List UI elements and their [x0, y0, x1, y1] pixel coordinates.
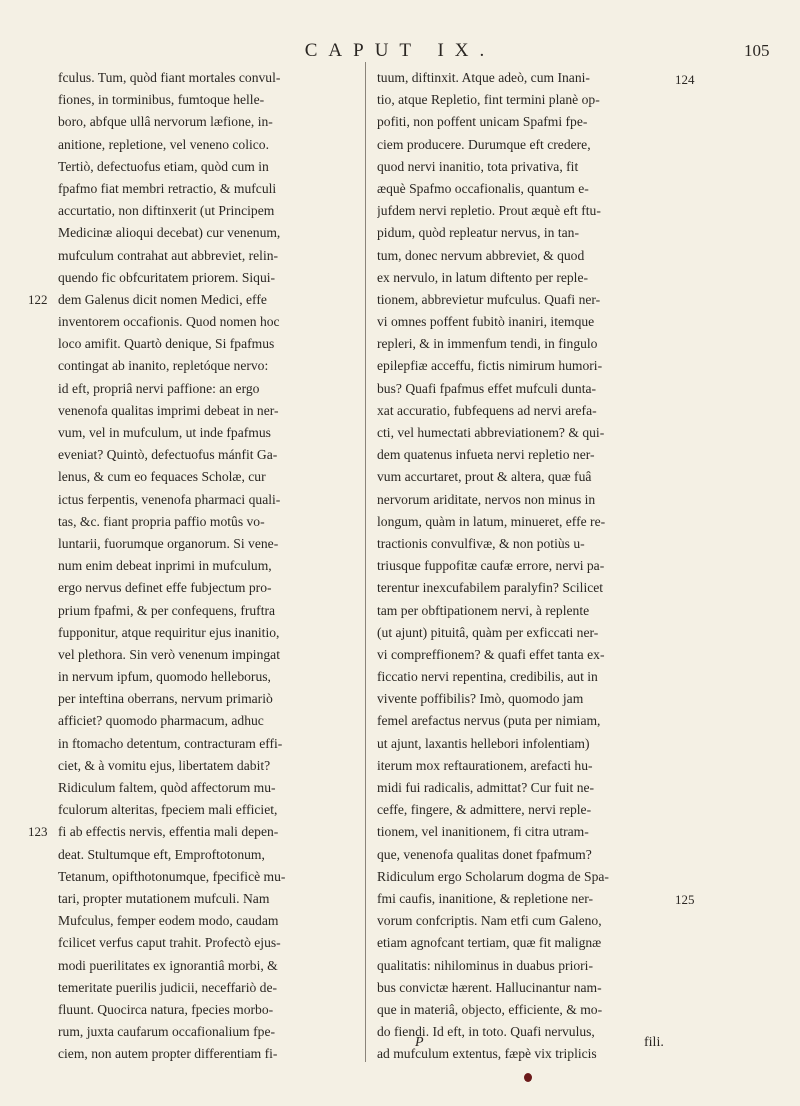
- text-line: in nervum ipfum, quomodo helleborus,: [58, 669, 271, 685]
- text-line: per inteftina oberrans, nervum primariò: [58, 691, 273, 707]
- text-line: ceffe, fingere, & admittere, nervi reple-: [377, 802, 592, 818]
- text-line: fculorum alteritas, fpeciem mali efficiet,: [58, 802, 278, 818]
- text-line: vum accurtaret, prout & altera, quæ fuâ: [377, 469, 592, 485]
- text-line: tari, propter mutationem mufculi. Nam: [58, 890, 270, 906]
- text-line: repleri, & in immenfum tendi, in fingulo: [377, 336, 598, 352]
- text-line: quendo fic obfcuritatem priorem. Siqui-: [58, 269, 276, 285]
- text-line: que in materiâ, objecto, efficiente, & mo-: [377, 1001, 603, 1017]
- text-line: rum, juxta caufarum occafionalium fpe-: [58, 1024, 276, 1040]
- text-line: luntarii, fuorumque organorum. Si vene-: [58, 535, 279, 551]
- text-line: tio, atque Repletio, fint termini planè op-: [377, 92, 600, 108]
- text-line: bus convictæ hærent. Hallucinantur nam-: [377, 979, 602, 995]
- text-line: tam per obftipationem nervi, à replente: [377, 602, 590, 618]
- text-line: pofiti, non poffent unicam Spafmi fpe-: [377, 114, 588, 130]
- running-title: CAPUT IX.: [304, 40, 496, 61]
- text-line: (ut ajunt) pituitâ, quàm per exficcati ner-: [377, 624, 599, 640]
- text-line: id eft, propriâ nervi paffione: an ergo: [58, 380, 260, 396]
- text-line: Ridiculum faltem, quòd affectorum mu-: [58, 780, 276, 795]
- margin-number: 122: [28, 292, 48, 307]
- text-line: cti, vel humectati abbreviationem? & qui-: [377, 425, 605, 440]
- text-line: lenus, & cum eo fequaces Scholæ, cur: [58, 469, 266, 485]
- text-line: fpafmo fiat membri retractio, & mufculi: [58, 180, 277, 196]
- text-line: ut ajunt, laxantis hellebori infolentiam): [377, 735, 590, 751]
- text-line: contingat ab inanito, repletóque nervo:: [58, 358, 269, 374]
- text-line: Tertiò, defectuofus etiam, quòd cum in: [58, 158, 269, 174]
- text-line: femel arefactus nervus (puta per nimiam,: [377, 713, 601, 729]
- text-line: dem Galenus dicit nomen Medici, effe: [58, 291, 267, 307]
- text-line: epilepfiæ acceffu, fictis nimirum humori-: [377, 358, 603, 374]
- text-line: tas, &c. fiant propria paffio motûs vo-: [58, 513, 265, 529]
- text-line: triusque fuppofitæ caufæ errore, nervi pa-: [377, 558, 605, 574]
- text-line: Medicinæ alioqui decebat) cur venenum,: [58, 225, 281, 241]
- catchword: fili.: [644, 1035, 664, 1050]
- text-line: pidum, quòd repleatur nervus, in tan-: [377, 225, 579, 241]
- page-number: 105: [744, 41, 770, 60]
- text-line: deat. Stultumque eft, Emproftotonum,: [58, 846, 265, 862]
- text-line: Tetanum, opifthotonumque, fpecificè mu-: [58, 868, 286, 884]
- text-line: midi fui radicalis, admittat? Cur fuit ne-: [377, 780, 595, 795]
- ink-stain: [524, 1073, 532, 1082]
- text-line: tractionis convulfivæ, & non potiùs u-: [377, 535, 585, 551]
- text-line: in ftomacho detentum, contracturam effi-: [58, 735, 283, 751]
- text-line: boro, abfque ullâ nervorum læfione, in-: [58, 114, 273, 130]
- text-line: do fiendi. Id eft, in toto. Quafi nervulus,: [377, 1024, 595, 1040]
- text-line: jufdem nervi repletio. Prout æquè eft ftu-: [377, 203, 601, 219]
- text-line: fmi caufis, inanitione, & repletione ner-: [377, 890, 594, 906]
- text-line: vum, vel in mufculum, ut inde fpafmus: [58, 425, 271, 440]
- text-line: vorum confcriptis. Nam etfi cum Galeno,: [377, 913, 602, 929]
- text-line: ficcatio nervi repentina, credibilis, aut in: [377, 669, 598, 685]
- text-line: dem quatenus infueta nervi repletio ner-: [377, 447, 595, 463]
- text-line: tionem, vel inanitionem, fi citra utram-: [377, 824, 589, 840]
- text-line: fi ab effectis nervis, effentia mali depen-: [58, 824, 279, 840]
- text-line: etiam agnofcant tertiam, quæ fit malignæ: [377, 935, 602, 951]
- text-line: quod nervi inanitio, tota privativa, fit: [377, 158, 579, 174]
- text-line: tionem, abbrevietur mufculus. Quafi ner-: [377, 291, 601, 307]
- text-line: iterum mox reftaurationem, arefacti hu-: [377, 757, 593, 773]
- text-line: venenofa qualitas imprimi debeat in ner-: [58, 402, 279, 418]
- text-line: bus? Quafi fpafmus effet mufculi dunta-: [377, 380, 597, 396]
- text-line: Mufculus, femper eodem modo, caudam: [58, 913, 279, 929]
- text-line: ictus ferpentis, venenofa pharmaci quali-: [58, 491, 281, 507]
- text-line: ad mufculum extentus, fæpè vix triplicis: [377, 1046, 597, 1062]
- text-line: prium fpafmi, & per confequens, fruftra: [58, 602, 276, 618]
- text-line: fupponitur, atque requiritur ejus inanitio,: [58, 624, 280, 640]
- text-line: afficiet? quomodo pharmacum, adhuc: [58, 713, 264, 729]
- text-line: ciet, & à vomitu ejus, libertatem dabit?: [58, 757, 271, 773]
- text-line: ciem, non autem propter differentiam fi-: [58, 1046, 278, 1062]
- left-column: [58, 67, 354, 1065]
- text-line: fiones, in torminibus, fumtoque helle-: [58, 92, 265, 108]
- text-line: modi puerilitates ex ignorantiâ morbi, &: [58, 957, 278, 973]
- text-line: accurtatio, non diftinxerit (ut Principem: [58, 203, 275, 219]
- text-line: anitione, repletione, vel veneno colico.: [58, 136, 270, 152]
- text-line: ciem producere. Durumque eft credere,: [377, 136, 591, 152]
- text-line: temeritate puerilis judicii, neceffariò de-: [58, 979, 278, 995]
- text-line: que, venenofa qualitas donet fpafmum?: [377, 846, 592, 862]
- text-line: Ridiculum ergo Scholarum dogma de Spa-: [377, 868, 609, 884]
- text-line: qualitatis: nihilominus in duabus priori-: [377, 957, 593, 973]
- text-line: fculus. Tum, quòd fiant mortales convul-: [58, 70, 281, 85]
- text-line: inventorem occafionis. Quod nomen hoc: [58, 314, 280, 330]
- text-line: nervorum ariditate, nervos non minus in: [377, 491, 596, 507]
- margin-number: 124: [675, 72, 695, 87]
- text-line: vi compreffionem? & quafi effet tanta ex-: [377, 646, 605, 662]
- text-line: vivente poffibilis? Imò, quomodo jam: [377, 691, 584, 707]
- text-line: fluunt. Quocirca natura, fpecies morbo-: [58, 1001, 274, 1017]
- text-line: fcilicet verfus caput trahit. Profectò ejus-: [58, 935, 281, 951]
- text-line: num enim debeat inprimi in mufculum,: [58, 558, 272, 574]
- text-line: longum, quàm in latum, minueret, effe re-: [377, 513, 606, 529]
- text-line: ergo nervus definet effe fubjectum pro-: [58, 580, 272, 596]
- column-divider: [365, 62, 366, 1062]
- text-line: tuum, diftinxit. Atque adeò, cum Inani-: [377, 70, 590, 85]
- text-line: vel plethora. Sin verò venenum impingat: [58, 646, 280, 662]
- margin-number: 125: [675, 892, 695, 907]
- text-line: vi omnes poffent fubitò inaniri, itemque: [377, 314, 595, 330]
- text-line: xat accuratio, fubfequens ad nervi arefa-: [377, 402, 597, 418]
- text-line: mufculum contrahat aut abbreviet, relin-: [58, 247, 279, 263]
- margin-number: 123: [28, 824, 48, 839]
- text-line: æquè Spafmo occafionalis, quantum e-: [377, 180, 589, 196]
- signature-mark: P: [415, 1035, 424, 1050]
- text-line: ex nervulo, in latum diftento per reple-: [377, 269, 589, 285]
- text-line: terentur inexcufabilem paralyfin? Scilicet: [377, 580, 604, 596]
- text-line: eveniat? Quintò, defectuofus mánfit Ga-: [58, 447, 278, 463]
- text-line: loco amifit. Quartò denique, Si fpafmus: [58, 336, 275, 352]
- right-column: [377, 67, 674, 1065]
- text-line: tum, donec nervum abbreviet, & quod: [377, 247, 585, 263]
